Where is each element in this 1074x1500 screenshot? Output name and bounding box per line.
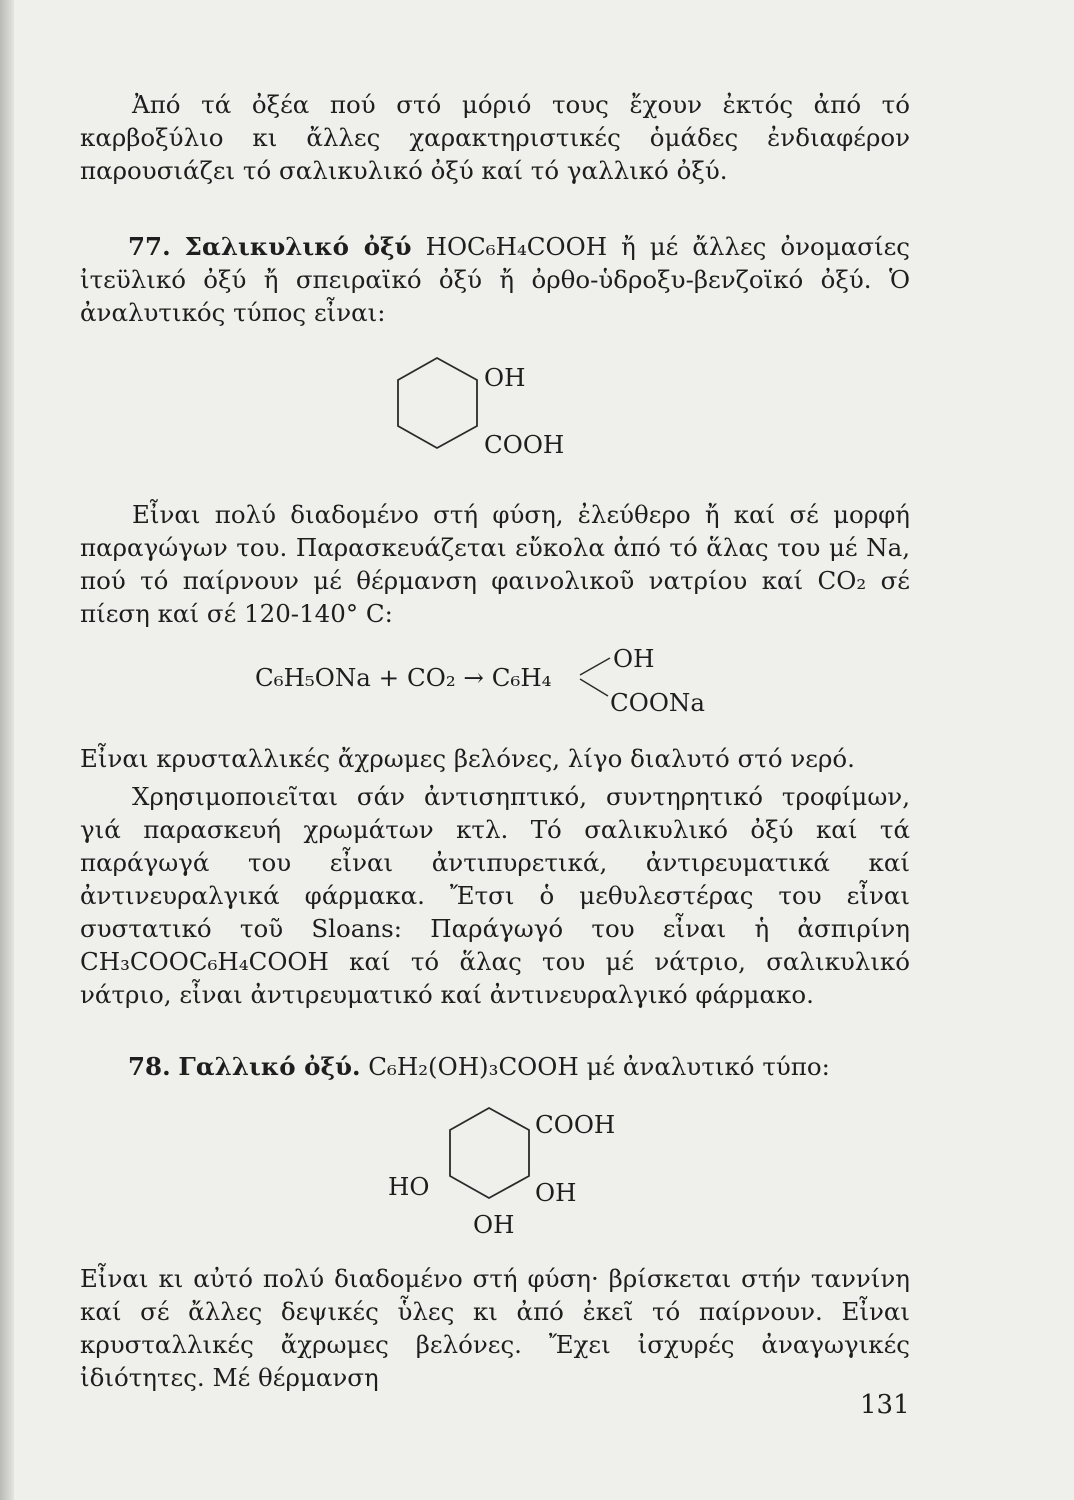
gallic-oh-right-label: OH: [535, 1178, 577, 1207]
section-78-body: C₆H₂(OH)₃COOH μέ ἀναλυτικό τύπο:: [368, 1052, 830, 1081]
reaction-equation: C₆H₅ONa + CO₂ → C₆H₄: [255, 663, 552, 692]
reaction-coona-label: COONa: [610, 688, 705, 717]
crystals-paragraph: Εἶναι κρυσταλλικές ἄχρωμες βελόνες, λίγο διαλυτό στό νερό.: [80, 744, 855, 773]
section-78-number: 78.: [128, 1052, 171, 1081]
section-78-title: Γαλλικό ὀξύ.: [178, 1052, 361, 1081]
gallic-cooh-label: COOH: [535, 1110, 616, 1139]
benzene-ring: [450, 1108, 529, 1198]
section-77-title: Σαλικυλικό ὀξύ: [184, 232, 412, 261]
gallic-ho-label: HO: [388, 1172, 430, 1201]
reaction-oh-label: OH: [613, 644, 655, 673]
section-77-number: 77.: [128, 232, 171, 261]
salicylic-nature-paragraph: Εἶναι πολύ διαδομένο στή φύση, ἐλεύθερο ἤ καί σέ μορφή παραγώγων του. Παρασκευάζεται εὔκολα ἀπό τό ἅλας του μέ Na, πού τό παίρνουν μέ θέρμανση φαινολικοῦ νατρίου καί CO₂ σέ πίεση καί σέ 120-140° C:: [80, 500, 910, 628]
salicylic-cooh-label: COOH: [484, 430, 565, 459]
page-number: 131: [860, 1390, 910, 1420]
gallic-nature-paragraph: Εἶναι κι αὐτό πολύ διαδομένο στή φύση· βρίσκεται στήν ταννίνη καί σέ ἄλλες δεψικές ὗλες κι ἀπό ἐκεῖ τό παίρνουν. Εἶναι κρυσταλλικές ἄχρωμες βελόνες. Ἔχει ἰσχυρές ἀναγωγικές ἰδιότητες. Μέ θέρμανση: [80, 1264, 910, 1392]
gallic-oh-bottom-label: OH: [473, 1210, 515, 1239]
section-77-body: HOC₆H₄COOH ἤ μέ ἄλλες ὀνομασίες ἰτεϋλικό ὀξύ ἤ σπειραϊκό ὀξύ ἤ ὀρθο-ὑδροξυ-βενζοϊκό ὀξύ. Ὁ ἀναλυτικός τύπος εἶναι:: [80, 232, 910, 327]
intro-paragraph: Ἀπό τά ὀξέα πού στό μόριό τους ἔχουν ἐκτός ἀπό τό καρβοξύλιο κι ἄλλες χαρακτηριστικές ὁμάδες ἐνδιαφέρον παρουσιάζει τό σαλικυλικό ὀξύ καί τό γαλλικό ὀξύ.: [80, 90, 910, 185]
uses-paragraph: Χρησιμοποιεῖται σάν ἀντισηπτικό, συντηρητικό τροφίμων, γιά παρασκευή χρωμάτων κτλ. Τό σαλικυλικό ὀξύ καί τά παράγωγά του εἶναι ἀντιπυρετικά, ἀντιρευματικά καί ἀντινευραλγικά φάρμακα. Ἔτσι ὁ μεθυλεστέρας του εἶναι συστατικό τοῦ Sloans: Παράγωγό του εἶναι ἡ ἀσπιρίνη CH₃COOC₆H₄COOH καί τό ἅλας του μέ νάτριο, σαλικυλικό νάτριο, εἶναι ἀντιρευματικό καί ἀντινευραλγικό φάρμακο.: [80, 782, 910, 1009]
salicylic-oh-label: OH: [484, 363, 526, 392]
